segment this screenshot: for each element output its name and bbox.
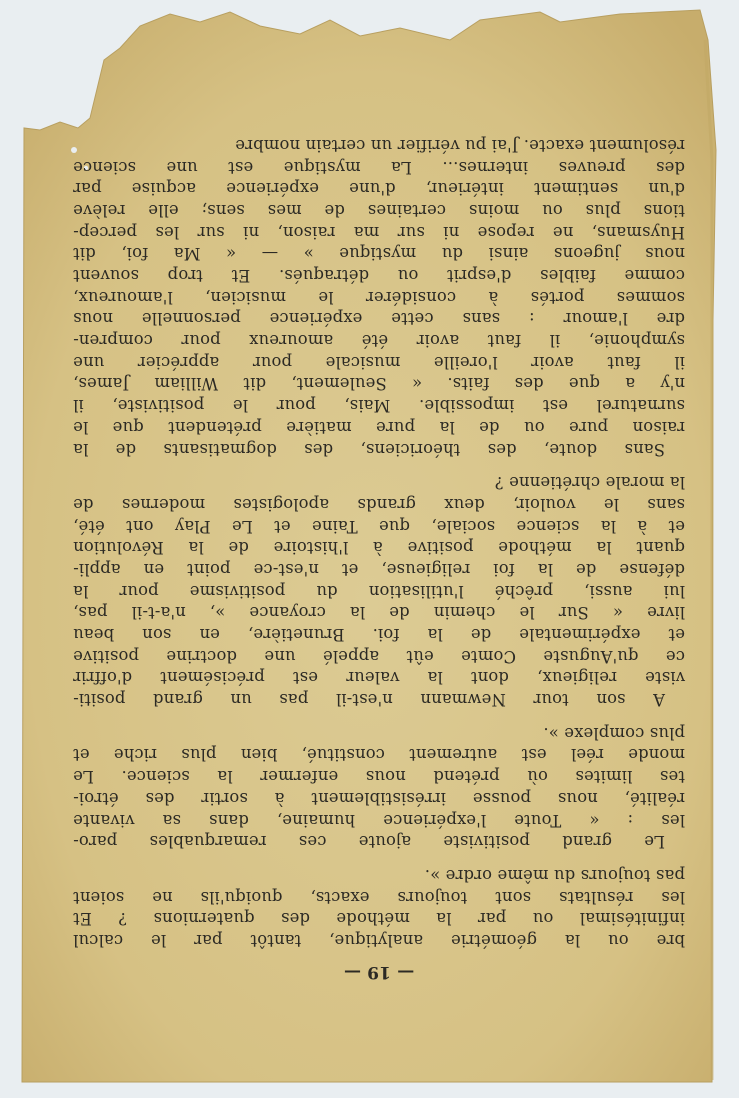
- paragraph: [73, 864, 685, 951]
- text-line: symphonie, il faut avoir été amoureux pour compren-: [73, 331, 685, 351]
- text-line: pas toujours du même ordre ».: [424, 865, 685, 885]
- paragraph-gap: [73, 852, 685, 864]
- text-line: dre l'amour : sans cette expérience personnelle nous: [73, 309, 685, 329]
- text-line: A son tour Newmann n'est-il pas un grand positi-: [73, 690, 665, 710]
- text-line: lui aussi, prêché l'utilisation du positivisme pour la: [73, 581, 685, 601]
- text-line: des preuves internes... La mystique est une science: [73, 157, 685, 177]
- text-line: la morale chrétienne ?: [494, 473, 685, 493]
- text-line: bre ou la géométrie analytique, tantôt par le calcul: [73, 931, 685, 950]
- paragraph: [73, 722, 685, 852]
- page-number: — 19 —: [343, 962, 415, 982]
- paragraph: [73, 472, 685, 711]
- text-line: Sans doute, des théoriciens, des dogmatisants de la: [73, 439, 665, 459]
- text-line: tions plus ou moins certaines de mes sens; elle relève: [73, 201, 685, 220]
- text-line: Le grand positiviste ajoute ces remarquables paro-: [73, 832, 665, 852]
- text-line: surnaturel est impossible. Mais, pour le positiviste, il: [73, 396, 685, 416]
- text-line: comme faibles d'esprit ou détraqués. Et trop souvent: [73, 266, 685, 286]
- text-line: Huysmans, ne repose ni sur ma raison, ni sur les percep-: [73, 222, 685, 242]
- paragraph-gap: [73, 710, 685, 722]
- text-line: tes limites où prétend nous enfermer la science. Le: [73, 767, 685, 787]
- text-column: [73, 134, 685, 983]
- paragraph-gap: [73, 460, 685, 472]
- text-line: sommes portés à considérer le musicien, l'amoureux,: [73, 287, 685, 307]
- text-line: il faut avoir l'oreille musicale pour apprécier une: [73, 352, 685, 372]
- text-line: raison pure ou de la pure matière prétendent que le: [73, 417, 685, 437]
- text-line: résolument exacte. J'ai pu vérifier un certain nombre: [235, 135, 685, 155]
- text-line: monde réel est autrement constitué, bien plus riche et: [73, 745, 685, 765]
- paragraph: [73, 134, 685, 459]
- text-line: et expérimentale de la foi. Brunetière, en son beau: [73, 625, 685, 645]
- text-line: et à la science sociale, que Taine et Le Play ont été,: [73, 516, 685, 536]
- text-line: quant la méthode positive à l'histoire de la Révolution: [73, 538, 685, 558]
- text-line: plus complexe ».: [543, 723, 685, 743]
- text-line: d'un sentiment intérieur, d'une expérience acquise par: [73, 179, 685, 199]
- text-line: réalité, nous pousse irrésistiblement à sortir des étroi-: [73, 788, 685, 808]
- text-line: sans le vouloir, deux grands apologistes modernes de: [73, 494, 685, 514]
- text-line: ce qu'Auguste Comte eût appelé une doctrine positive: [73, 646, 685, 666]
- text-line: n'y a que des faits. « Seulement, dit William James,: [73, 374, 685, 394]
- text-line: les : « Toute l'expérience humaine, dans sa vivante: [73, 810, 685, 830]
- text-line: infinitésimal ou par la méthode des quaternions ? Et: [73, 909, 685, 929]
- text-line: défense de la foi religieuse, et n'est-ce point en appli-: [73, 560, 685, 579]
- text-line: livre « Sur le chemin de la croyance », n'a-t-il pas,: [73, 603, 685, 623]
- text-line: nous jugeons ainsi du mystique » — « Ma foi, dit: [73, 244, 685, 264]
- text-line: les résultats sont toujours exacts, quoiqu'ils ne soient: [73, 887, 685, 907]
- text-line: viste religieux, dont la valeur est précisément d'offrir: [73, 668, 685, 688]
